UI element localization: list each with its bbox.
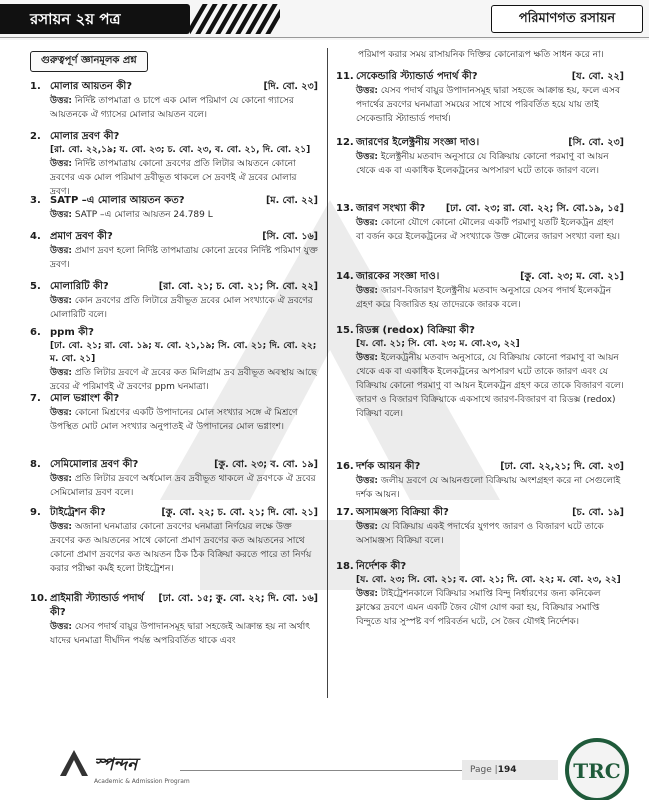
question-row <box>336 70 624 84</box>
answer-text <box>30 366 318 394</box>
question-row <box>30 80 318 94</box>
question-text: প্রাইমারী স্ট্যান্ডার্ড পদার্থ কী? <box>50 593 144 618</box>
answer-label: উত্তর: <box>50 246 72 256</box>
question-number: 9. <box>30 507 41 518</box>
answer-body: নির্দিষ্ট তাপমাত্রা ও চাপে এক মোল পরিমাণ যে কোনো গ্যাসের আয়তনকে ঐ গ্যাসের মোলার আয়তন বলে। <box>50 96 294 120</box>
answer-text <box>30 472 318 500</box>
question-row <box>336 460 624 474</box>
question-item <box>30 230 318 272</box>
answer-label: উত্তর: <box>356 86 378 96</box>
logo-text: স্পন্দন <box>94 755 138 775</box>
page-header <box>0 0 649 40</box>
brand-text: TRC <box>573 759 621 783</box>
question-row <box>336 202 624 216</box>
question-item <box>336 460 624 502</box>
chapter-title: পরিমাণগত রসায়ন <box>491 5 643 33</box>
answer-body: প্রতি লিটার দ্রবণে ঐ দ্রবের কত মিলিগ্রাম দ্রব দ্রবীভূত অবস্থায় আছে দ্রবের ঐ পরিমাণই ঐ দ্রবণের ppm ঘনমাত্রা। <box>50 368 317 392</box>
board-reference: [য. বো. ২২] <box>571 71 624 82</box>
answer-label: উত্তর: <box>50 622 72 632</box>
question-row <box>30 392 318 406</box>
answer-label: উত্তর: <box>356 218 378 228</box>
answer-text <box>336 84 624 126</box>
question-number: 4. <box>30 231 41 242</box>
question-number: 16. <box>336 461 354 472</box>
question-text: টাইট্রেশন কী? <box>50 507 106 518</box>
question-text: সেকেন্ডারি স্ট্যান্ডার্ড পদার্থ কী? <box>356 71 478 82</box>
question-row <box>336 560 624 574</box>
question-row <box>30 130 318 144</box>
board-reference: [ম. বো. ২২] <box>265 195 318 206</box>
question-text: মোল ভগ্নাংশ কী? <box>50 393 120 404</box>
answer-body: অজানা ঘনমাত্রার কোনো দ্রবণের ঘনমাত্রা নির্ণয়ের লক্ষে উক্ত দ্রবণের কত আয়তনের সাথে কোনো প্রমাণ দ্রবণের কত আয়তনের সাথে কোনো প্রমাণ দ্রবণের কত আয়তন ঠিক ঠিক বিক্রিয়া করতে পারে তা নির্ণয় করার পরীক্ষা কর্মই হলো টাইট্রেশন। <box>50 522 312 574</box>
question-number: 18. <box>336 561 354 572</box>
question-item <box>30 592 318 648</box>
answer-body: SATP –এ মোলার আয়তন 24.789 L <box>74 210 213 220</box>
answer-body: কোনো মিশ্রণের একটি উপাদানের মোল সংখ্যার সঙ্গে ঐ মিশ্রণে উপস্থিত মোট মোল সংখ্যার অনুপাতই ঐ উপাদানের মোল ভগ্নাংশ। <box>50 408 298 432</box>
answer-label: উত্তর: <box>356 476 378 486</box>
board-reference: [কু. বো. ২৩; ব. বো. ১৯] <box>214 459 318 470</box>
question-item <box>30 506 318 576</box>
question-number: 10. <box>30 593 48 604</box>
answer-body: টাইট্রেশনকালে বিক্রিয়ার সমাপ্তি বিন্দু নির্ধারণের জন্য কনিকেল ফ্লাস্কের দ্রবণে এমন একটি জৈব যৌগ যোগ করা হয়, বিক্রিয়ার সমাপ্তি বিন্দুতে যার সুস্পষ্ট বর্ণ পরিবর্তন ঘটে, সে জৈব যৌগই নির্দেশক। <box>356 589 601 627</box>
question-number: 7. <box>30 393 41 404</box>
question-text: প্রমাণ দ্রবণ কী? <box>50 231 113 242</box>
question-text: SATP –এ মোলার আয়তন কত? <box>50 195 185 206</box>
question-row <box>30 458 318 472</box>
question-text: দর্শক আয়ন কী? <box>356 461 421 472</box>
right-column <box>336 48 624 627</box>
page-indicator: Page |194 <box>462 760 558 780</box>
answer-text <box>336 216 624 244</box>
page-footer <box>0 708 649 800</box>
answer-label: উত্তর: <box>356 589 378 599</box>
question-row <box>336 506 624 520</box>
answer-text <box>30 208 318 222</box>
question-item <box>336 560 624 629</box>
board-reference-line: [রা. বো. ২২,১৯; য. বো. ২৩; চ. বো. ২৩, ব. বো. ২১, দি. বো. ২১] <box>50 145 311 155</box>
question-item <box>336 202 624 244</box>
question-row <box>30 506 318 520</box>
board-reference: [ঢা. বো. ২৩; রা. বো. ২২; সি. বো.১৯, ১৫] <box>445 203 624 214</box>
question-row <box>30 280 318 294</box>
header-rule <box>0 37 649 38</box>
answer-label: উত্তর: <box>50 408 72 418</box>
question-item <box>30 280 318 322</box>
answer-text <box>30 244 318 272</box>
board-reference: [কু. বো. ২৩; ম. বো. ২১] <box>520 271 624 282</box>
question-item <box>30 130 318 199</box>
question-item <box>336 506 624 548</box>
question-text: সেমিমোলার দ্রবণ কী? <box>50 459 139 470</box>
answer-label: উত্তর: <box>356 522 378 532</box>
answer-body: নির্দিষ্ট তাপমাত্রায় কোনো দ্রবণের প্রতি লিটার আয়তনে কোনো দ্রবণের এক মোল পরিমাণ দ্রবীভূত থাকলে সে দ্রবণই ঐ দ্রবের মোলার দ্রবণ। <box>50 159 297 197</box>
spondon-logo <box>56 746 206 790</box>
trc-logo <box>565 738 629 800</box>
answer-label: উত্তর: <box>50 474 72 484</box>
board-reference: [ঢা. বো. ১৫; কু. বো. ২২; দি. বো. ১৬] <box>158 593 318 604</box>
answer-body: কোনো যৌগে কোনো মৌলের একটি পরমাণু যতটি ইলেকট্রন গ্রহণ বা বর্জন করে ইলেকট্রনের ঐ সংখ্যাকে উক্ত মৌলের জারণ সংখ্যা বলা হয়। <box>356 218 620 242</box>
answer-text <box>30 294 318 322</box>
answer-label: উত্তর: <box>356 286 378 296</box>
board-reference: [দি. বো. ২৩] <box>263 81 318 92</box>
board-reference: [সি. বো. ২৩] <box>568 137 624 148</box>
question-item <box>30 392 318 434</box>
board-reference-line: [য. বো. ২৩; সি. বো. ২১; ব. বো. ২১; দি. বো. ২২; ম. বো. ২৩, ২২] <box>356 575 621 585</box>
page-number: 194 <box>497 765 517 775</box>
subject-title: রসায়ন ২য় পত্র <box>0 4 190 34</box>
section-title: গুরুত্বপূর্ণ জ্ঞানমূলক প্রশ্ন <box>30 51 148 72</box>
question-row <box>30 230 318 244</box>
question-item <box>30 458 318 500</box>
question-number: 2. <box>30 131 41 142</box>
board-reference-line: [ঢা. বো. ২১; রা. বো. ১৯; য. বো. ২১,১৯; সি. বো. ২১; দি. বো. ২২; ম. বো. ২১] <box>50 341 317 364</box>
question-item <box>336 136 624 178</box>
page-label: Page <box>470 765 492 775</box>
answer-body: জলীয় দ্রবণে যে আয়নগুলো বিক্রিয়ায় অংশগ্রহণ করে না সেগুলোই দর্শক আয়ন। <box>356 476 621 500</box>
question-row <box>30 326 318 340</box>
question-number: 8. <box>30 459 41 470</box>
question-text: রিডক্স (redox) বিক্রিয়া কী? <box>356 325 475 336</box>
board-reference: [কু. বো. ২২; চ. বো. ২১; দি. বো. ২১] <box>161 507 318 518</box>
answer-body: যেসব পদার্থ বায়ুর উপাদানসমূহ দ্বারা সহজে আক্রান্ত হয়, ফলে এসব পদার্থের দ্রবণের ঘনমাত্রা সময়ের সাথে সাথে পরিবর্তিত হয়ে যায় তাই সেকেন্ডারি স্ট্যান্ডার্ড পদার্থ। <box>356 86 620 124</box>
answer-body: প্রমাণ দ্রবণ হলো নির্দিষ্ট তাপমাত্রায় কোনো দ্রবের নির্দিষ্ট পরিমাণ যুক্ত দ্রবণ। <box>50 246 318 270</box>
main-content <box>0 48 649 708</box>
question-number: 12. <box>336 137 354 148</box>
continuation-text: পরিমাপ করার সময় রাসায়নিক দিক্তির কোনোরূপ ক্ষতি সাধন করে না। <box>358 50 604 60</box>
answer-text <box>30 620 318 648</box>
answer-text <box>336 587 624 629</box>
question-item <box>336 324 624 421</box>
question-number: 17. <box>336 507 354 518</box>
answer-body: জারণ-বিজারণ ইলেক্ট্রনীয় মতবাদ অনুসারে যেসব পদার্থ ইলেকট্রন গ্রহণ করে বিজারিত হয় তাদেরকে জারক বলে। <box>356 286 612 310</box>
answer-body: যেসব পদার্থ বায়ুর উপাদানসমূহ দ্বারা সহজেই আক্রান্ত হয় না অর্থাৎ যাদের ঘনমাত্রা দীর্ঘদিন পর্যন্ত অপরিবর্তিত থাকে এবং <box>50 622 311 646</box>
answer-label: উত্তর: <box>50 96 72 106</box>
answer-text <box>30 406 318 434</box>
board-reference-line: [য. বো. ২১; সি. বো. ২৩; ম. বো.২৩, ২২] <box>356 339 520 349</box>
question-text: অসামঞ্জস্য বিক্রিয়া কী? <box>356 507 449 518</box>
question-number: 15. <box>336 325 354 336</box>
question-number: 3. <box>30 195 41 206</box>
board-reference: [চ. বো. ১৯] <box>572 507 624 518</box>
board-reference: [রা. বো. ২১; চ. বো. ২১; সি. বো. ২২] <box>158 281 318 292</box>
answer-body: প্রতি লিটার দ্রবণে অর্ধমোল দ্রব দ্রবীভূত থাকলে ঐ দ্রবণকে ঐ দ্রবের সেমিমোলার দ্রবণ বলে। <box>50 474 316 498</box>
question-number: 5. <box>30 281 41 292</box>
answer-label: উত্তর: <box>356 353 378 363</box>
question-row <box>336 136 624 150</box>
left-column <box>30 48 318 646</box>
answer-body: কোন দ্রবণের প্রতি লিটারে দ্রবীভূত দ্রবের মোল সংখ্যাকে ঐ দ্রবণের মোলারিটি বলে। <box>50 296 313 320</box>
question-text: জারণের ইলেক্ট্রনীয় সংজ্ঞা দাও। <box>356 137 480 148</box>
answer-label: উত্তর: <box>356 152 378 162</box>
answer-text <box>336 284 624 312</box>
question-text: জারকের সংজ্ঞা দাও। <box>356 271 440 282</box>
question-number: 13. <box>336 203 354 214</box>
answer-label: উত্তর: <box>50 296 72 306</box>
question-text: জারণ সংখ্যা কী? <box>356 203 426 214</box>
board-reference: [সি. বো. ১৬] <box>262 231 318 242</box>
question-row <box>336 270 624 284</box>
question-row <box>30 592 318 620</box>
answer-text <box>336 150 624 178</box>
question-item <box>336 270 624 312</box>
header-stripes <box>190 4 280 34</box>
answer-text <box>30 157 318 199</box>
question-item <box>30 326 318 394</box>
question-text: নির্দেশক কী? <box>356 561 407 572</box>
question-item <box>30 80 318 122</box>
answer-text <box>336 474 624 502</box>
question-text: মোলার দ্রবণ কী? <box>50 131 120 142</box>
answer-label: উত্তর: <box>50 210 72 220</box>
answer-text <box>336 351 624 421</box>
answer-body: যে বিক্রিয়ায় একই পদার্থের যুগপৎ জারণ ও বিজারণ ঘটে তাকে অসামঞ্জস্য বিক্রিয়া বলে। <box>356 522 604 546</box>
answer-label: উত্তর: <box>50 522 72 532</box>
question-item <box>336 70 624 126</box>
question-row <box>336 324 624 338</box>
answer-label: উত্তর: <box>50 368 72 378</box>
question-text: মোলার আয়তন কী? <box>50 81 133 92</box>
answer-text <box>30 520 318 576</box>
question-number: 6. <box>30 327 41 338</box>
answer-text <box>336 520 624 548</box>
answer-body: ইলেক্ট্রনীয় মতবাদ অনুসারে যে বিক্রিয়ায় কোনো পরমাণু বা আয়ন থেকে এক বা একাধিক ইলেকট্রনের অপসারণ ঘটে তাকে জারণ বলে। <box>356 152 609 176</box>
answer-text <box>30 94 318 122</box>
question-item <box>30 194 318 222</box>
question-row <box>30 194 318 208</box>
question-number: 14. <box>336 271 354 282</box>
question-number: 11. <box>336 71 354 82</box>
question-text: মোলারিটি কী? <box>50 281 109 292</box>
answer-body: ইলেকট্রনীয় মতবাদ অনুসারে, যে বিক্রিয়ায় কোনো পরমাণু বা আয়ন থেকে এক বা একাধিক ইলেকট্রনের অপসারণ ঘটে তাকে জারণ এবং যে বিক্রিয়ায় কোনো পরমাণু বা আয়ন ইলেকট্রন গ্রহণ করে তাকে বিজারণ বলে। জারণ ও বিজারণ বিক্রিয়াকে একসাথে জারণ-বিজারণ বা রিডক্স (redox) বিক্রিয়া বলে। <box>356 353 624 419</box>
answer-label: উত্তর: <box>50 159 72 169</box>
question-number: 1. <box>30 81 41 92</box>
board-reference: [ঢা. বো. ২২,২১; দি. বো. ২৩] <box>500 461 624 472</box>
logo-subtitle: Academic & Admission Program <box>94 778 190 785</box>
question-text: ppm কী? <box>50 327 94 338</box>
